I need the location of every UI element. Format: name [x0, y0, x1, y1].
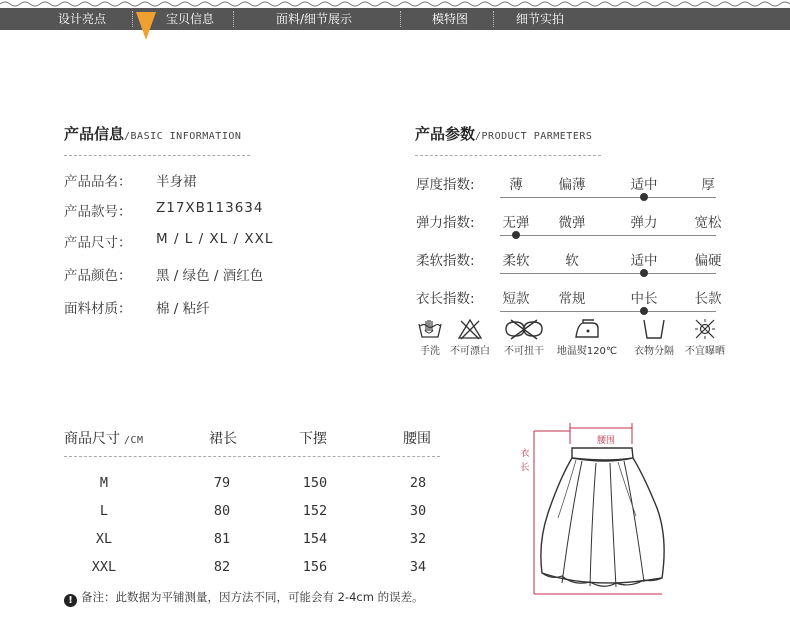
size-cell: L — [99, 503, 109, 519]
waist-label: 腰围 — [596, 436, 616, 446]
param-option: 微弹 — [558, 215, 586, 231]
size-table-header-waist: 腰围 — [403, 431, 431, 447]
param-scale-line — [500, 311, 716, 312]
param-option: 宽松 — [694, 215, 722, 231]
measure-cell: 28 — [409, 475, 427, 491]
tab-divider — [493, 11, 494, 27]
no-sun-dry-icon — [692, 318, 718, 340]
low-iron-icon — [572, 318, 602, 340]
param-option: 弹力 — [630, 215, 658, 231]
size-table-header-length: 裙长 — [209, 431, 237, 447]
care-label: 地温熨120℃ — [556, 346, 618, 357]
info-label-color: 产品颜色： — [64, 268, 132, 284]
product-info-title: 产品信息 — [64, 125, 125, 143]
param-scale-line — [500, 235, 716, 236]
product-params-title: 产品参数 — [415, 125, 476, 143]
measure-cell: 150 — [302, 475, 328, 491]
param-option: 柔软 — [502, 253, 530, 269]
tab-divider — [400, 11, 401, 27]
param-label: 衣长指数: — [416, 291, 475, 307]
param-option: 偏硬 — [694, 253, 722, 269]
param-option: 厚 — [701, 177, 715, 193]
info-label-name: 产品品名： — [64, 174, 132, 190]
param-option: 适中 — [630, 177, 658, 193]
care-label: 不可扭干 — [504, 346, 544, 357]
size-unit: /CM — [124, 435, 144, 446]
length-label-1: 衣 — [520, 449, 530, 459]
care-label: 衣物分隔 — [634, 346, 674, 357]
tab-fabric-details[interactable]: 面料/细节展示 — [275, 12, 353, 26]
care-item — [676, 318, 734, 357]
param-label: 弹力指数: — [416, 215, 475, 231]
param-selected-dot — [640, 307, 648, 315]
tab-detail-photos[interactable]: 细节实拍 — [515, 12, 564, 26]
param-row — [416, 211, 722, 241]
active-tab-pointer — [136, 12, 156, 40]
product-info-heading — [64, 123, 241, 144]
wave-border — [0, 0, 790, 8]
divider — [415, 155, 601, 156]
info-value-style-no: Z17XB113634 — [156, 200, 264, 216]
param-selected-dot — [640, 269, 648, 277]
size-cell: XXL — [91, 559, 117, 575]
measure-cell: 32 — [409, 531, 427, 547]
param-row — [416, 287, 722, 317]
param-option: 偏薄 — [558, 177, 586, 193]
care-item — [494, 318, 554, 357]
param-row — [416, 173, 716, 203]
care-item — [440, 318, 500, 357]
measure-cell: 79 — [213, 475, 231, 491]
length-label-2: 长 — [520, 463, 530, 473]
info-value-name: 半身裙 — [156, 174, 197, 190]
measure-cell: 81 — [213, 531, 231, 547]
tab-design-highlights[interactable]: 设计亮点 — [57, 12, 106, 26]
measure-cell: 80 — [213, 503, 231, 519]
measure-cell: 82 — [213, 559, 231, 575]
param-scale-line — [500, 197, 716, 198]
size-table-header-hem: 下摆 — [299, 431, 327, 447]
product-params-heading — [415, 123, 592, 144]
header-text: 商品尺寸 — [64, 431, 120, 447]
nav-tab-bar — [0, 8, 790, 30]
care-label: 手洗 — [420, 346, 440, 357]
no-wring-icon — [503, 318, 545, 340]
care-label: 不可漂白 — [450, 346, 490, 357]
tab-model-photos[interactable]: 模特图 — [431, 12, 468, 26]
size-cell: XL — [95, 531, 113, 547]
measure-cell: 156 — [302, 559, 328, 575]
param-option: 长款 — [694, 291, 722, 307]
info-value-material: 棉 / 粘纤 — [156, 301, 210, 317]
tab-product-info[interactable]: 宝贝信息 — [165, 12, 214, 26]
param-option: 薄 — [509, 177, 523, 193]
measurement-note — [64, 589, 424, 607]
care-label: 不宜曝晒 — [685, 346, 725, 357]
tab-divider — [233, 11, 234, 27]
no-bleach-icon — [457, 318, 483, 340]
info-value-size: M / L / XL / XXL — [156, 231, 274, 247]
size-cell: M — [99, 475, 109, 491]
divider — [64, 155, 250, 156]
param-option: 软 — [565, 253, 579, 269]
param-option: 无弹 — [502, 215, 530, 231]
param-scale-line — [500, 273, 716, 274]
info-label-size: 产品尺寸： — [64, 235, 132, 251]
info-label-material: 面料材质： — [64, 301, 132, 317]
product-info-subtitle: /BASIC INFORMATION — [124, 131, 242, 142]
param-option: 中长 — [630, 291, 658, 307]
wash-separately-icon — [641, 318, 667, 340]
param-option: 常规 — [558, 291, 586, 307]
param-label: 柔软指数: — [416, 253, 475, 269]
divider — [64, 456, 440, 457]
product-params-subtitle: /PRODUCT PARMETERS — [475, 131, 593, 142]
measure-cell: 34 — [409, 559, 427, 575]
tab-divider — [132, 11, 133, 27]
warning-icon: ! — [64, 594, 77, 607]
param-option: 适中 — [630, 253, 658, 269]
param-row — [416, 249, 722, 279]
size-table-header-size — [64, 428, 144, 448]
info-value-color: 黑 / 绿色 / 酒红色 — [156, 268, 264, 284]
care-item — [624, 318, 684, 357]
param-option: 短款 — [502, 291, 530, 307]
measure-cell: 30 — [409, 503, 427, 519]
param-selected-dot — [640, 193, 648, 201]
note-text: 备注：此数据为平铺测量，因方法不同，可能会有 2-4cm 的误差。 — [81, 590, 424, 604]
info-label-style-no: 产品款号： — [64, 204, 132, 220]
skirt-measurement-diagram — [512, 418, 682, 600]
care-item — [555, 318, 619, 357]
measure-cell: 152 — [302, 503, 328, 519]
param-label: 厚度指数: — [416, 177, 475, 193]
measure-cell: 154 — [302, 531, 328, 547]
param-selected-dot — [512, 231, 520, 239]
